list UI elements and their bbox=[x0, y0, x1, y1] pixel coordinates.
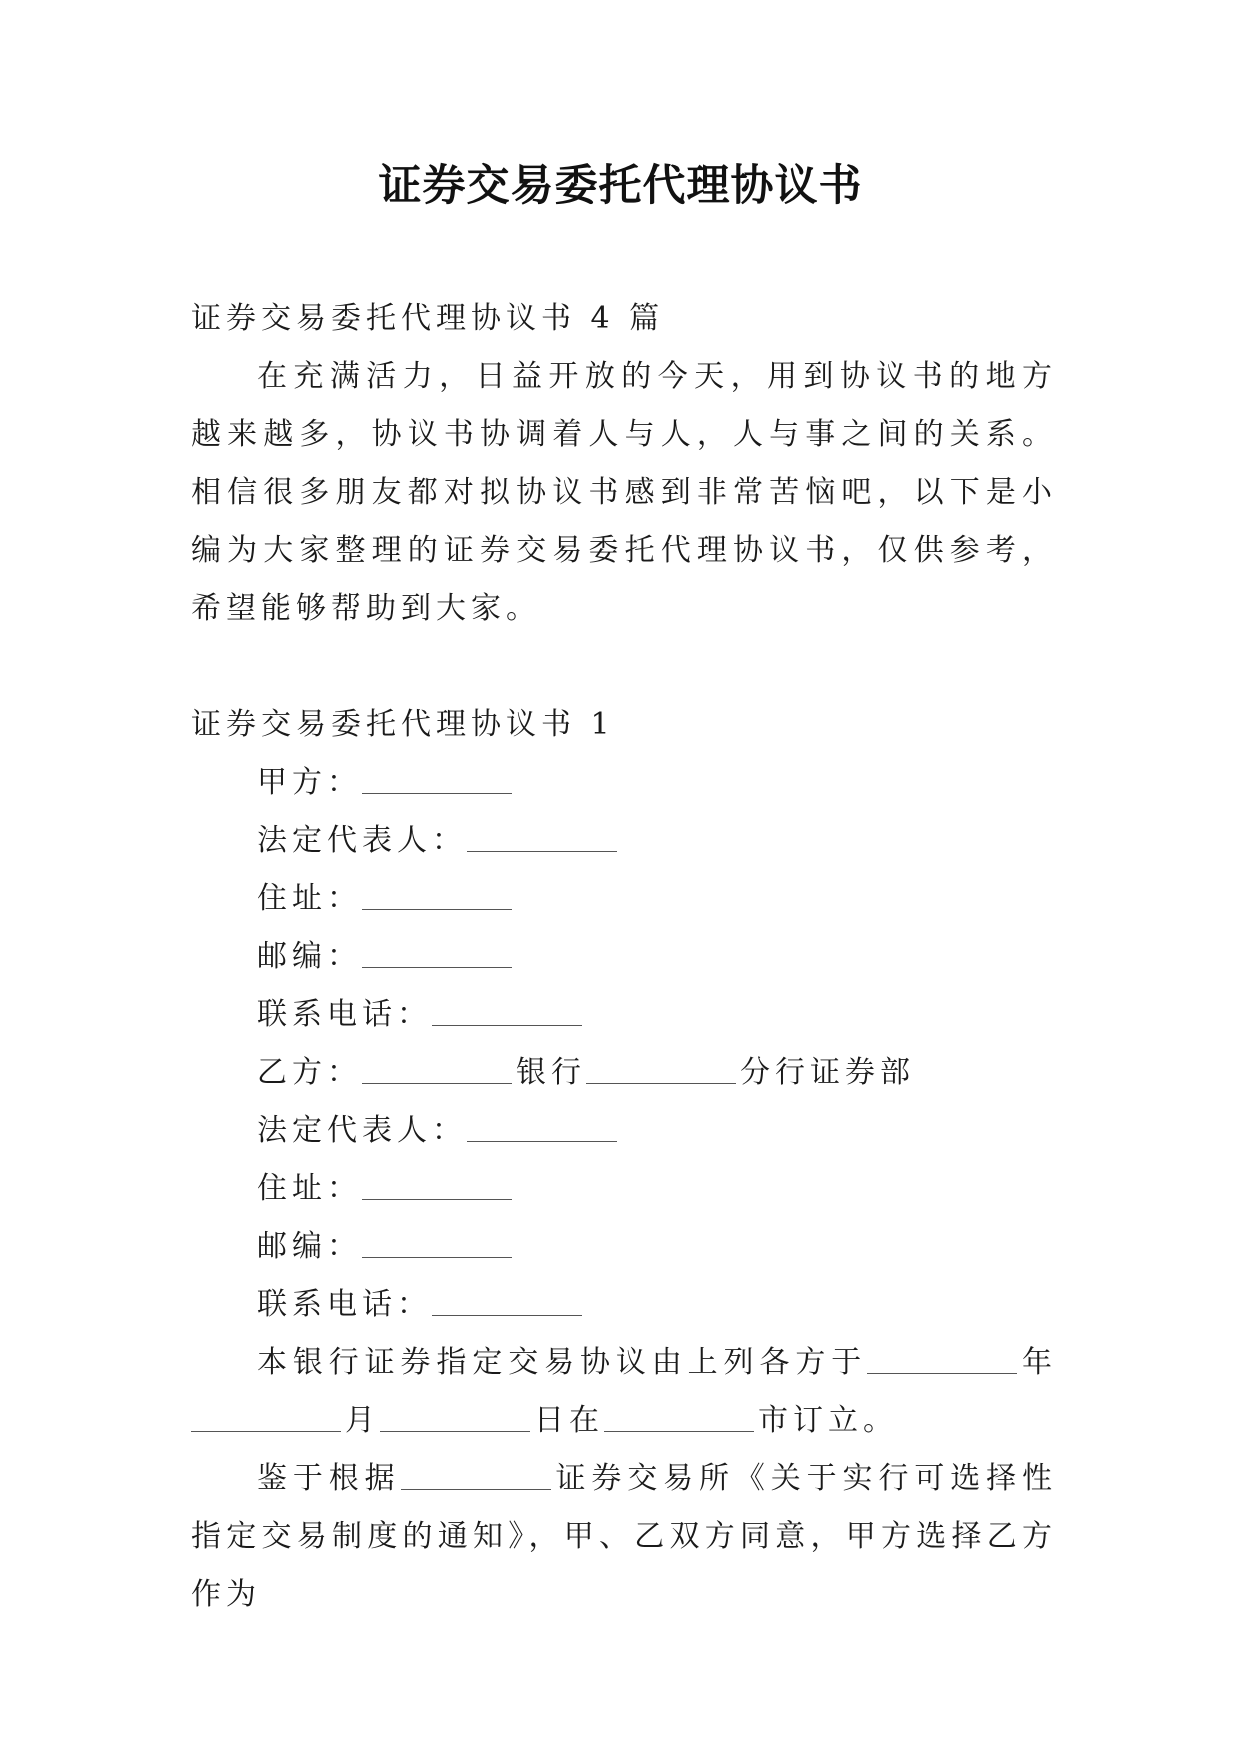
party-a-legal-rep-field bbox=[191, 812, 1057, 870]
agreement-year-label: 年 bbox=[1021, 1345, 1058, 1380]
whereas-paragraph bbox=[191, 1450, 1057, 1624]
party-a-address-field bbox=[191, 870, 1057, 928]
blank-line bbox=[467, 823, 617, 852]
party-b-legal-rep-label: 法定代表人： bbox=[257, 1113, 467, 1148]
blank-line bbox=[867, 1345, 1017, 1374]
blank-line bbox=[380, 1403, 530, 1432]
blank-line bbox=[191, 1403, 341, 1432]
party-a-postcode-label: 邮编： bbox=[257, 939, 362, 974]
blank-line bbox=[432, 1287, 582, 1316]
party-b-branch-label: 分行证券部 bbox=[740, 1055, 915, 1090]
party-b-label: 乙方： bbox=[257, 1055, 362, 1090]
party-a-phone-field bbox=[191, 986, 1057, 1044]
document-body bbox=[191, 290, 1057, 1624]
whereas-text: 证券交易所《关于实行可选择性指定交易制度的通知》，甲、乙双方同意，甲方选择乙方作为 bbox=[191, 1461, 1058, 1612]
party-b-address-field bbox=[191, 1160, 1057, 1218]
party-a-field bbox=[191, 754, 1057, 812]
blank-line bbox=[362, 1055, 512, 1084]
party-a-legal-rep-label: 法定代表人： bbox=[257, 823, 467, 858]
spacer bbox=[191, 638, 1057, 696]
party-b-address-label: 住址： bbox=[257, 1171, 362, 1206]
agreement-date-paragraph bbox=[191, 1334, 1057, 1450]
section-heading: 证券交易委托代理协议书 1 bbox=[191, 707, 615, 742]
blank-line bbox=[362, 1229, 512, 1258]
blank-line bbox=[586, 1055, 736, 1084]
party-b-field bbox=[191, 1044, 1057, 1102]
intro-paragraph: 在充满活力，日益开放的今天，用到协议书的地方越来越多，协议书协调着人与人，人与事之间的关系。相信很多朋友都对拟协议书感到非常苦恼吧，以下是小编为大家整理的证券交易委托代理协议书，仅供参考，希望能够帮助到大家。 bbox=[191, 359, 1057, 626]
agreement-date-prefix: 本银行证券指定交易协议由上列各方于 bbox=[257, 1345, 868, 1380]
blank-line bbox=[362, 881, 512, 910]
blank-line bbox=[432, 997, 582, 1026]
party-a-postcode-field bbox=[191, 928, 1057, 986]
party-a-label: 甲方： bbox=[257, 765, 362, 800]
blank-line bbox=[401, 1461, 551, 1490]
agreement-day-label: 日在 bbox=[534, 1403, 604, 1438]
whereas-prefix: 鉴于根据 bbox=[257, 1461, 401, 1496]
party-b-phone-field bbox=[191, 1276, 1057, 1334]
blank-line bbox=[362, 765, 512, 794]
party-b-postcode-field bbox=[191, 1218, 1057, 1276]
party-a-phone-label: 联系电话： bbox=[257, 997, 432, 1032]
party-a-address-label: 住址： bbox=[257, 881, 362, 916]
party-b-postcode-label: 邮编： bbox=[257, 1229, 362, 1264]
document-title: 证券交易委托代理协议书 bbox=[378, 161, 863, 211]
agreement-month-label: 月 bbox=[345, 1403, 380, 1438]
party-b-legal-rep-field bbox=[191, 1102, 1057, 1160]
party-b-bank-label: 银行 bbox=[516, 1055, 586, 1090]
blank-line bbox=[604, 1403, 754, 1432]
subtitle: 证券交易委托代理协议书 4 篇 bbox=[191, 301, 665, 336]
party-b-phone-label: 联系电话： bbox=[257, 1287, 432, 1322]
blank-line bbox=[362, 1171, 512, 1200]
agreement-date-suffix: 市订立。 bbox=[758, 1403, 898, 1438]
blank-line bbox=[362, 939, 512, 968]
blank-line bbox=[467, 1113, 617, 1142]
